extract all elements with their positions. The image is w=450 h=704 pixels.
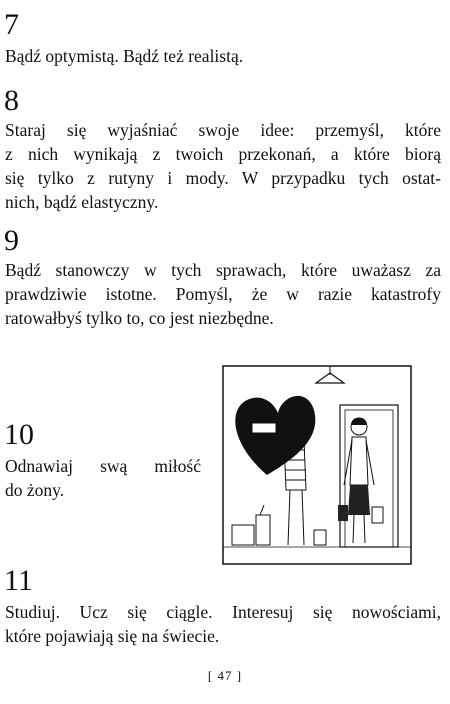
- item-text-10: [5, 454, 201, 502]
- text-line: Staraj się wyjaśniać swoje idee: przemyśl, które: [5, 120, 441, 140]
- text-line: Studiuj. Ucz się ciągle. Interesuj się nowościami,: [5, 602, 441, 622]
- item-text-7: [5, 44, 441, 68]
- illustration-painting-heart: [222, 365, 412, 565]
- page-number: [ 47 ]: [207, 668, 243, 683]
- item-text-9: [5, 258, 441, 330]
- text-line: z nich wynikają z twoich przekonań, a które biorą: [5, 144, 441, 164]
- item-text-11: [5, 600, 441, 648]
- text-line: które pojawiają się na świecie.: [5, 626, 220, 646]
- item-text-8: [5, 118, 441, 214]
- text-line: Bądź optymistą. Bądź też realistą.: [5, 46, 244, 66]
- item-number-7: 7: [4, 8, 19, 41]
- text-line: do żony.: [5, 480, 65, 500]
- item-number-10: 10: [4, 418, 34, 451]
- text-line: prawdziwie istotne. Pomyśl, że w razie katastrofy: [5, 284, 441, 304]
- item-number-9: 9: [4, 224, 19, 257]
- text-line: ratowałbyś tylko to, co jest niezbędne.: [5, 308, 274, 328]
- text-line: nich, bądź elastyczny.: [5, 192, 159, 212]
- text-line: Odnawiaj swą miłość: [5, 456, 201, 476]
- text-line: się tylko z rutyny i mody. W przypadku tych ostat-: [5, 168, 441, 188]
- text-line: Bądź stanowczy w tych sprawach, które uważasz za: [5, 260, 441, 280]
- item-number-8: 8: [4, 84, 19, 117]
- item-number-11: 11: [4, 564, 33, 597]
